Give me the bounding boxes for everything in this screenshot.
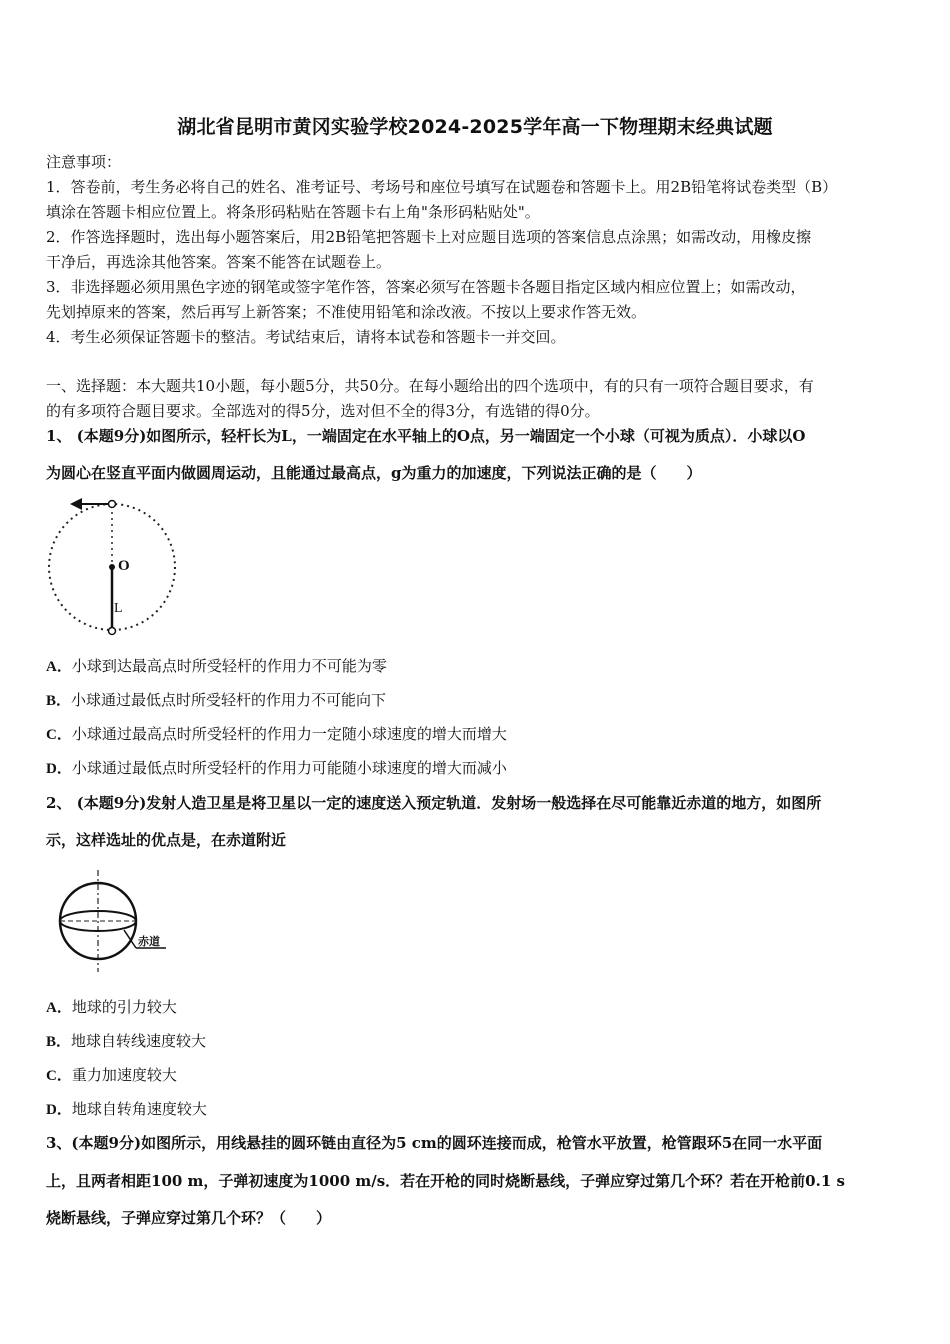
rod-circle-figure [40, 492, 190, 642]
pivot-o [109, 564, 115, 570]
notice-line: 干净后，再选涂其他答案。答案不能答在试题卷上。 [46, 253, 392, 271]
question-1-stem: 为圆心在竖直平面内做圆周运动，且能通过最高点，g为重力的加速度，下列说法正确的是（ ） [46, 464, 702, 482]
arrowhead-icon [70, 498, 82, 510]
notice-line: 1．答卷前，考生务必将自己的姓名、准考证号、考场号和座位号填写在试题卷和答题卡上。用2B铅笔将试卷类型（B） [46, 178, 838, 196]
notice-line: 填涂在答题卡相应位置上。将条形码粘贴在答题卡右上角"条形码粘贴处"。 [46, 203, 540, 221]
ball-bottom [109, 628, 116, 635]
notice-line: 2．作答选择题时，选出每小题答案后，用2B铅笔把答题卡上对应题目选项的答案信息点涂黑；如需改动，用橡皮擦 [46, 228, 812, 246]
question-2-option-c: C．重力加速度较大 [46, 1066, 177, 1084]
notice-line: 3．非选择题必须用黑色字迹的钢笔或签字笔作答，答案必须写在答题卡各题目指定区域内相应位置上；如需改动， [46, 278, 806, 296]
question-1-option-a: A．小球到达最高点时所受轻杆的作用力不可能为零 [46, 657, 387, 675]
question-2-stem: 2、 (本题9分)发射人造卫星是将卫星以一定的速度送入预定轨道．发射场一般选择在尽可能靠近赤道的地方，如图所 [46, 794, 822, 812]
question-2-option-a: A．地球的引力较大 [46, 998, 177, 1016]
section-intro: 的有多项符合题目要求。全部选对的得5分，选对但不全的得3分，有选错的得0分。 [46, 402, 600, 420]
question-3-stem: 烧断悬线，子弹应穿过第几个环？（ ） [46, 1209, 332, 1227]
question-2-option-d: D．地球自转角速度较大 [46, 1100, 207, 1118]
equator-label: 赤道 [138, 935, 160, 948]
question-1-stem: 1、 (本题9分)如图所示，轻杆长为L，一端固定在水平轴上的O点，另一端固定一个小球（可视为质点）．小球以O [46, 427, 806, 445]
label-o: O [118, 558, 130, 574]
question-1-option-b: B．小球通过最低点时所受轻杆的作用力不可能向下 [46, 691, 387, 709]
question-3-stem: 上，且两者相距100 m，子弹初速度为1000 m/s．若在开枪的同时烧断悬线，子弹应穿过第几个环？若在开枪前0.1 s [46, 1172, 845, 1190]
label-l: L [114, 601, 123, 616]
question-1-option-c: C．小球通过最高点时所受轻杆的作用力一定随小球速度的增大而增大 [46, 725, 507, 743]
question-2-stem: 示，这样选址的优点是，在赤道附近 [46, 831, 287, 849]
question-1-option-d: D．小球通过最低点时所受轻杆的作用力可能随小球速度的增大而减小 [46, 759, 507, 777]
notice-heading: 注意事项： [46, 153, 122, 171]
page-title: 湖北省昆明市黄冈实验学校2024-2025学年高一下物理期末经典试题 [177, 116, 773, 138]
question-2-option-b: B．地球自转线速度较大 [46, 1032, 207, 1050]
ball-top [109, 501, 116, 508]
notice-line: 先划掉原来的答案，然后再写上新答案；不准使用铅笔和涂改液。不按以上要求作答无效。 [46, 303, 647, 321]
section-intro: 一、选择题：本大题共10小题，每小题5分，共50分。在每小题给出的四个选项中，有的只有一项符合题目要求，有 [46, 377, 814, 395]
question-3-stem: 3、(本题9分)如图所示，用线悬挂的圆环链由直径为5 cm的圆环连接而成，枪管水平放置，枪管跟环5在同一水平面 [46, 1134, 823, 1152]
earth-equator-figure [52, 868, 172, 976]
notice-line: 4．考生必须保证答题卡的整洁。考试结束后，请将本试卷和答题卡一并交回。 [46, 328, 566, 346]
